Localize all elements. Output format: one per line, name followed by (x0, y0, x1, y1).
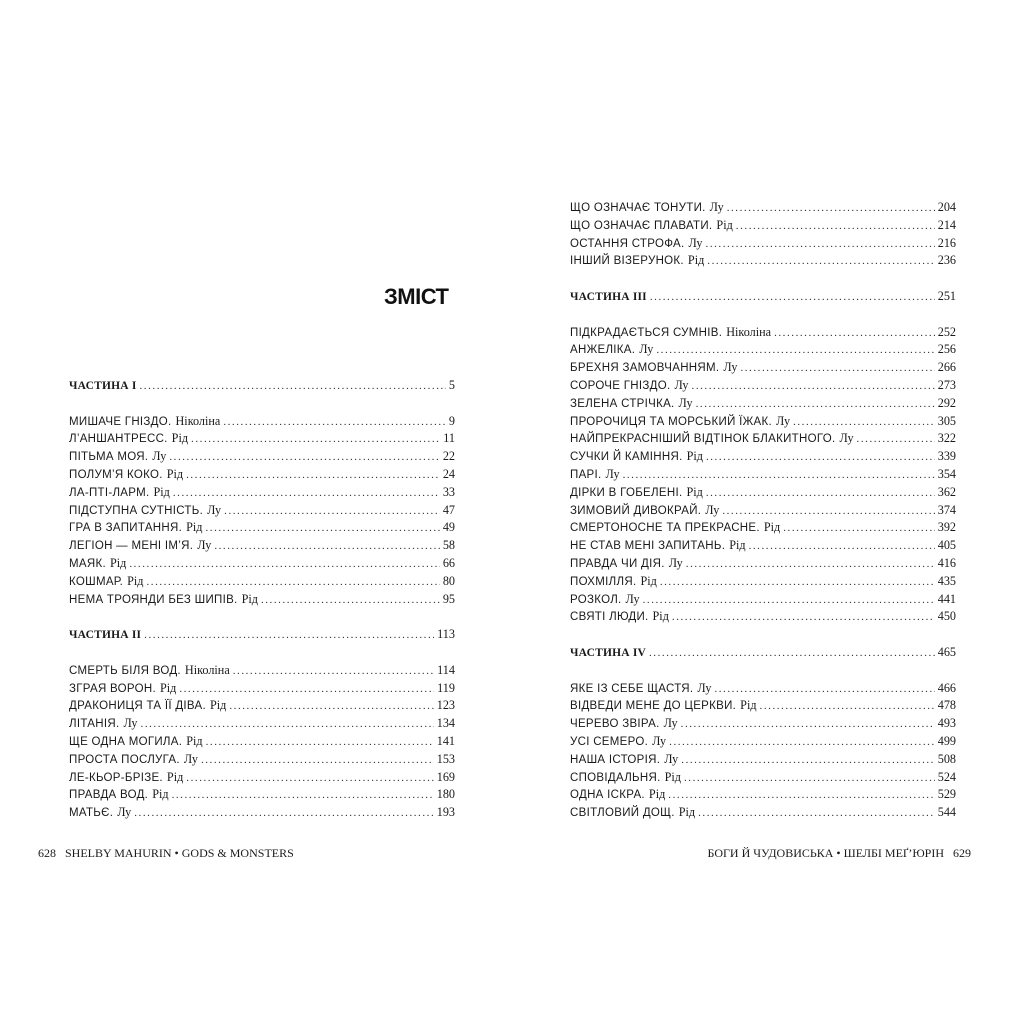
toc-entry (69, 804, 455, 822)
entry-title: КОШМАР. (69, 575, 124, 588)
dot-leader (668, 787, 934, 804)
page-title: ЗМІСТ (384, 284, 449, 309)
entry-page-number: 193 (436, 805, 455, 820)
toc-entry (69, 786, 455, 804)
entry-title: ЛЕ-КЬОР-БРІЗЕ. (69, 771, 163, 784)
entry-page-number: 508 (937, 751, 956, 766)
entry-title: ЩО ОЗНАЧАЄ ПЛАВАТИ. (570, 219, 713, 232)
entry-title: ПІДСТУПНА СУТНІСТЬ. (69, 504, 204, 517)
entry-page-number: 273 (937, 377, 956, 392)
toc-entry (570, 235, 956, 253)
dot-leader (643, 592, 935, 609)
entry-page-number: 529 (937, 787, 956, 802)
entry-narrator: Рід (209, 698, 227, 713)
left-footer (38, 846, 294, 861)
entry-title: НАША ІСТОРІЯ. (570, 753, 661, 766)
entry-narrator: Лу (652, 733, 667, 748)
entry-title: ЧАСТИНА IV (570, 646, 646, 659)
entry-title: МАЯК. (69, 557, 106, 570)
toc-entry (69, 573, 455, 591)
entry-title: СОРОЧЕ ГНІЗДО. (570, 379, 671, 392)
entry-page-number: 251 (937, 288, 956, 303)
dot-leader (134, 805, 433, 822)
dot-leader (696, 396, 935, 413)
entry-title: НАЙПРЕКРАСНІШИЙ ВІДТІНОК БЛАКИТНОГО. (570, 433, 836, 446)
dot-leader (261, 592, 440, 609)
toc-entry (69, 448, 455, 466)
entry-page-number: 141 (436, 733, 455, 748)
entry-narrator: Рід (664, 769, 681, 784)
entry-title: СВІТЛОВИЙ ДОЩ. (570, 807, 675, 820)
entry-page-number: 66 (442, 555, 455, 570)
dot-leader (650, 289, 935, 306)
toc-entry (69, 502, 455, 520)
entry-page-number: 22 (442, 449, 455, 464)
entry-narrator: Ніколіна (726, 324, 772, 339)
dot-leader (681, 752, 934, 769)
entry-narrator: Рід (763, 520, 781, 535)
toc-entry (570, 502, 956, 520)
running-footer: БОГИ Й ЧУДОВИСЬКА • ШЕЛБІ МЕҐ’ЮРІН (707, 846, 944, 860)
entry-title: СУЧКИ Й КАМІННЯ. (570, 451, 683, 464)
entry-narrator: Ніколіна (184, 662, 230, 677)
entry-narrator: Ніколіна (175, 413, 221, 428)
entry-narrator: Лу (776, 413, 791, 428)
entry-page-number: 252 (937, 324, 956, 339)
entry-page-number: 169 (436, 769, 455, 784)
entry-title: ІНШИЙ ВІЗЕРУНОК. (570, 255, 684, 268)
entry-narrator: Лу (183, 751, 198, 766)
entry-title: ПІДКРАДАЄТЬСЯ СУМНІВ. (570, 326, 723, 339)
dot-leader (669, 734, 935, 751)
entry-narrator: Рід (686, 484, 703, 499)
entry-page-number: 33 (442, 484, 455, 499)
entry-page-number: 114 (437, 662, 455, 677)
entry-page-number: 123 (436, 698, 455, 713)
entry-narrator: Лу (207, 502, 222, 517)
dot-leader (649, 645, 935, 662)
toc-entry (570, 680, 956, 698)
entry-page-number: 544 (937, 805, 956, 820)
dot-leader (223, 414, 446, 431)
entry-narrator: Лу (197, 538, 212, 553)
toc-entry (570, 786, 956, 804)
entry-page-number: 134 (436, 716, 455, 731)
entry-title: ЩО ОЗНАЧАЄ ТОНУТИ. (570, 202, 706, 214)
entry-title: ЯКЕ ІЗ СЕБЕ ЩАСТЯ. (570, 682, 694, 695)
entry-title: РОЗКОЛ. (570, 593, 622, 606)
entry-narrator: Рід (127, 573, 144, 588)
entry-narrator: Рід (186, 520, 203, 535)
entry-title: ЧАСТИНА II (69, 629, 142, 642)
entry-narrator: Рід (729, 538, 746, 553)
entry-page-number: 216 (937, 235, 956, 250)
toc-entry (69, 430, 455, 448)
toc-entry (570, 413, 956, 431)
toc-entry (69, 466, 455, 484)
entry-narrator: Лу (697, 680, 712, 695)
dot-leader (722, 503, 934, 520)
entry-title: УСІ СЕМЕРО. (570, 735, 649, 748)
entry-title: ПАРІ. (570, 468, 602, 481)
entry-narrator: Лу (664, 751, 679, 766)
entry-title: АНЖЕЛІКА. (570, 344, 636, 357)
dot-leader (660, 574, 935, 591)
dot-leader (233, 663, 434, 680)
entry-page-number: 49 (442, 520, 455, 535)
toc-entry (69, 484, 455, 502)
dot-leader (681, 716, 935, 733)
page-number: 628 (38, 846, 56, 860)
entry-title: МИШАЧЕ ГНІЗДО. (69, 415, 172, 428)
toc-entry (69, 413, 455, 431)
entry-narrator: Лу (688, 235, 703, 250)
entry-title: ЛА-ПТІ-ЛАРМ. (69, 486, 150, 499)
dot-leader (707, 253, 934, 270)
toc-entry (570, 377, 956, 395)
toc-entry (69, 662, 455, 680)
entry-page-number: 119 (437, 680, 455, 695)
entry-narrator: Лу (663, 716, 678, 731)
entry-page-number: 113 (437, 627, 455, 642)
toc-entry (69, 751, 455, 769)
toc-entry (570, 395, 956, 413)
entry-narrator: Рід (740, 698, 757, 713)
entry-narrator: Лу (709, 200, 724, 214)
dot-leader (214, 538, 439, 555)
entry-title: СПОВІДАЛЬНЯ. (570, 771, 661, 784)
dot-leader (129, 556, 439, 573)
entry-title: ОСТАННЯ СТРОФА. (570, 237, 685, 250)
entry-page-number: 153 (436, 751, 455, 766)
toc-part-heading (69, 626, 455, 644)
entry-narrator: Рід (166, 769, 184, 784)
entry-page-number: 339 (937, 449, 956, 464)
dot-leader (141, 716, 434, 733)
entry-page-number: 9 (448, 413, 455, 428)
entry-title: ЩЕ ОДНА МОГИЛА. (69, 735, 183, 748)
entry-page-number: 478 (937, 698, 956, 713)
entry-narrator: Лу (668, 555, 683, 570)
entry-narrator: Лу (705, 502, 720, 517)
entry-narrator: Рід (687, 253, 705, 268)
dot-leader (857, 431, 935, 448)
running-footer: SHELBY MAHURIN • GODS & MONSTERS (65, 846, 294, 860)
entry-narrator: Рід (166, 466, 184, 481)
dot-leader (206, 734, 434, 751)
entry-narrator: Лу (639, 342, 654, 357)
entry-narrator: Рід (153, 484, 170, 499)
entry-narrator: Лу (605, 466, 620, 481)
dot-leader (144, 627, 434, 644)
entry-page-number: 95 (442, 591, 455, 606)
entry-title: ПОЛУМ’Я КОКО. (69, 468, 163, 481)
entry-narrator: Лу (678, 395, 693, 410)
entry-title: ПОХМІЛЛЯ. (570, 575, 637, 588)
entry-page-number: 405 (937, 538, 956, 553)
toc-entry (570, 217, 956, 235)
entry-page-number: 180 (436, 787, 455, 802)
entry-narrator: Рід (241, 591, 258, 606)
toc-entry (570, 430, 956, 448)
entry-narrator: Лу (123, 716, 138, 731)
dot-leader (172, 787, 434, 804)
toc-entry (570, 484, 956, 502)
entry-narrator: Рід (686, 449, 703, 464)
toc-part-heading (570, 644, 956, 662)
dot-leader (793, 414, 935, 431)
entry-page-number: 354 (937, 466, 956, 481)
toc-entry (570, 466, 956, 484)
entry-title: ЛІТАНІЯ. (69, 718, 120, 731)
dot-leader (169, 449, 439, 466)
dot-leader (736, 218, 935, 235)
entry-title: ПРОСТА ПОСЛУГА. (69, 753, 180, 766)
entry-narrator: Лу (723, 360, 738, 375)
dot-leader (698, 805, 935, 822)
dot-leader (714, 681, 934, 698)
entry-page-number: 416 (937, 555, 956, 570)
dot-leader (672, 609, 935, 626)
entry-page-number: 322 (937, 431, 956, 446)
toc-entry (570, 573, 956, 591)
entry-page-number: 47 (442, 502, 455, 517)
toc-entry (570, 697, 956, 715)
toc-entry (570, 555, 956, 573)
entry-title: СМЕРТОНОСНЕ ТА ПРЕКРАСНЕ. (570, 522, 760, 535)
toc-list-right (570, 199, 956, 822)
toc-entry (570, 769, 956, 787)
entry-title: Л’АНШАНТРЕСС. (69, 433, 168, 446)
entry-page-number: 450 (937, 609, 956, 624)
entry-title: ЗГРАЯ ВОРОН. (69, 682, 156, 695)
toc-entry (570, 608, 956, 626)
dot-leader (173, 485, 440, 502)
dot-leader (191, 431, 440, 448)
dot-leader (706, 449, 935, 466)
entry-title: БРЕХНЯ ЗАМОВЧАННЯМ. (570, 362, 720, 375)
entry-page-number: 392 (937, 520, 956, 535)
dot-leader (760, 698, 935, 715)
entry-narrator: Лу (117, 805, 132, 820)
entry-title: ПРАВДА ЧИ ДІЯ. (570, 557, 665, 570)
entry-title: ДІРКИ В ГОБЕЛЕНІ. (570, 486, 683, 499)
toc-entry (570, 324, 956, 342)
entry-narrator: Рід (186, 733, 203, 748)
entry-page-number: 524 (937, 769, 956, 784)
entry-title: СМЕРТЬ БІЛЯ ВОД. (69, 664, 181, 677)
dot-leader (224, 503, 440, 520)
toc-entry (69, 591, 455, 609)
entry-title: НЕ СТАВ МЕНІ ЗАПИТАНЬ. (570, 540, 726, 553)
toc-entry (69, 555, 455, 573)
entry-page-number: 80 (442, 573, 455, 588)
toc-entry (570, 448, 956, 466)
entry-title: ЛЕГІОН — МЕНІ ІМ’Я. (69, 540, 194, 553)
toc-list-left (69, 377, 455, 822)
dot-leader (706, 485, 935, 502)
toc-entry (570, 252, 956, 270)
dot-leader (692, 378, 935, 395)
toc-entry (69, 537, 455, 555)
toc-part-heading (570, 288, 956, 306)
entry-title: МАТЬЄ. (69, 807, 114, 820)
dot-leader (146, 574, 439, 591)
entry-title: ЧАСТИНА I (69, 380, 137, 392)
toc-entry (570, 733, 956, 751)
toc-entry (570, 359, 956, 377)
entry-narrator: Рід (171, 431, 189, 446)
entry-page-number: 58 (442, 538, 455, 553)
entry-page-number: 305 (937, 413, 956, 428)
entry-title: ЗИМОВИЙ ДИВОКРАЙ. (570, 504, 702, 517)
entry-narrator: Рід (652, 609, 669, 624)
entry-title: ПРАВДА ВОД. (69, 789, 149, 802)
toc-entry (570, 751, 956, 769)
dot-leader (656, 342, 934, 359)
right-footer (708, 846, 971, 861)
entry-page-number: 493 (937, 716, 956, 731)
entry-page-number: 465 (937, 644, 956, 659)
entry-page-number: 24 (442, 466, 455, 481)
dot-leader (740, 360, 934, 377)
toc-part-heading (69, 377, 455, 395)
entry-page-number: 362 (937, 484, 956, 499)
dot-leader (783, 520, 934, 537)
toc-entry (570, 519, 956, 537)
entry-narrator: Лу (625, 591, 640, 606)
dot-leader (684, 770, 935, 787)
entry-title: ДРАКОНИЦЯ ТА ЇЇ ДІВА. (69, 700, 206, 713)
entry-title: ЧАСТИНА III (570, 290, 647, 303)
toc-entry (69, 680, 455, 698)
entry-narrator: Лу (839, 431, 854, 446)
entry-page-number: 499 (937, 733, 956, 748)
dot-leader (623, 467, 935, 484)
toc-entry (570, 591, 956, 609)
entry-page-number: 256 (937, 342, 956, 357)
dot-leader (229, 698, 433, 715)
toc-entry (69, 519, 455, 537)
entry-narrator: Лу (152, 449, 167, 464)
dot-leader (686, 556, 935, 573)
entry-narrator: Рід (640, 573, 657, 588)
toc-entry (69, 769, 455, 787)
entry-narrator: Лу (674, 377, 689, 392)
dot-leader (186, 467, 440, 484)
dot-leader (201, 752, 434, 769)
entry-narrator: Рід (159, 680, 177, 695)
entry-page-number: 11 (443, 431, 455, 446)
dot-leader (186, 770, 433, 787)
entry-page-number: 5 (448, 378, 455, 392)
toc-entry (69, 733, 455, 751)
entry-page-number: 204 (937, 200, 956, 214)
toc-entry (570, 715, 956, 733)
dot-leader (205, 520, 439, 537)
entry-narrator: Рід (648, 787, 666, 802)
page-number: 629 (953, 846, 971, 860)
entry-narrator: Рід (109, 555, 127, 570)
entry-narrator: Рід (678, 805, 696, 820)
entry-title: ВІДВЕДИ МЕНЕ ДО ЦЕРКВИ. (570, 700, 737, 713)
entry-page-number: 236 (937, 253, 956, 268)
entry-page-number: 292 (937, 395, 956, 410)
right-page (512, 0, 1024, 1024)
dot-leader (727, 200, 935, 217)
entry-title: НЕМА ТРОЯНДИ БЕЗ ШИПІВ. (69, 593, 238, 606)
entry-page-number: 214 (937, 217, 956, 232)
toc-entry (570, 199, 956, 217)
entry-title: ПІТЬМА МОЯ. (69, 451, 149, 464)
dot-leader (774, 325, 935, 342)
entry-narrator: Рід (716, 217, 733, 232)
toc-entry (570, 804, 956, 822)
entry-page-number: 374 (937, 502, 956, 517)
entry-title: ЗЕЛЕНА СТРІЧКА. (570, 397, 675, 410)
toc-entry (570, 341, 956, 359)
entry-title: ПРОРОЧИЦЯ ТА МОРСЬКИЙ ЇЖАК. (570, 415, 773, 428)
toc-entry (69, 715, 455, 733)
dot-leader (140, 378, 446, 395)
dot-leader (706, 236, 935, 253)
entry-page-number: 466 (937, 680, 956, 695)
entry-title: СВЯТІ ЛЮДИ. (570, 611, 649, 624)
entry-title: ЧЕРЕВО ЗВІРА. (570, 718, 660, 731)
dot-leader (749, 538, 935, 555)
entry-page-number: 266 (937, 360, 956, 375)
entry-narrator: Рід (152, 787, 169, 802)
toc-entry (69, 697, 455, 715)
entry-page-number: 435 (937, 573, 956, 588)
entry-title: ОДНА ІСКРА. (570, 789, 645, 802)
toc-entry (570, 537, 956, 555)
entry-page-number: 441 (937, 591, 956, 606)
dot-leader (179, 681, 434, 698)
entry-title: ГРА В ЗАПИТАННЯ. (69, 522, 183, 535)
